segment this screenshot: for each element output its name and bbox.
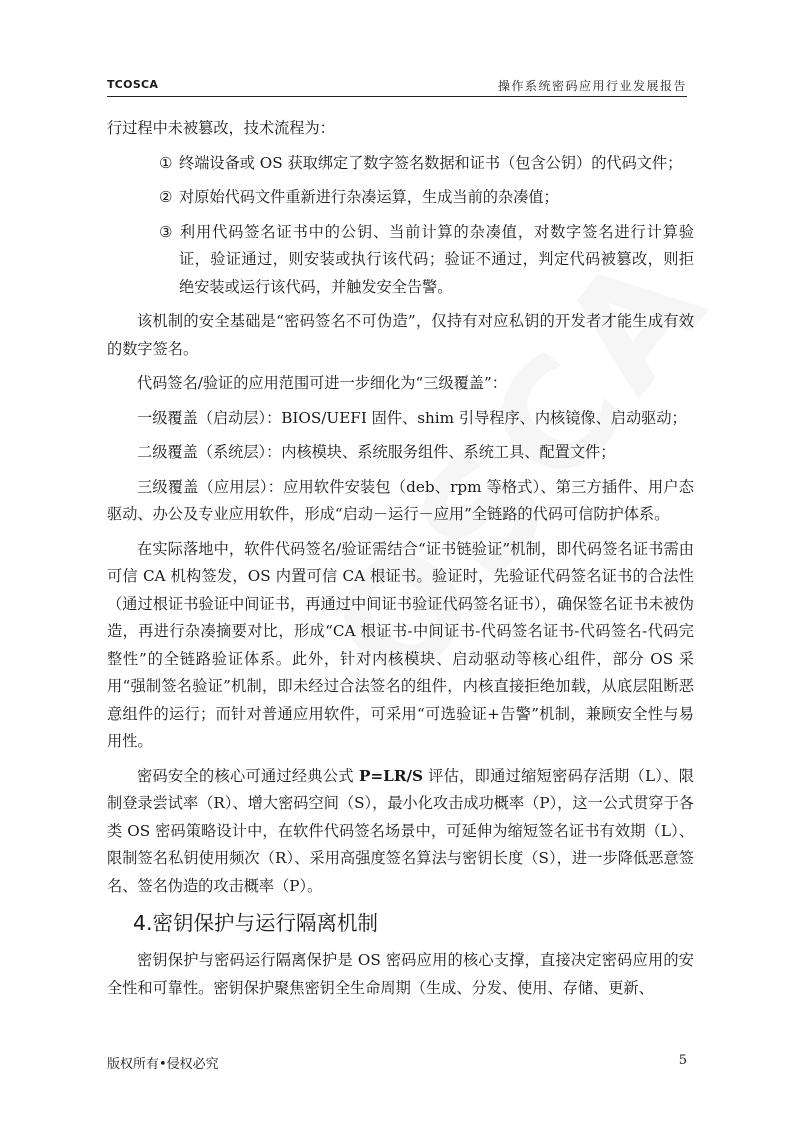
paragraph-level-1: 一级覆盖（启动层）：BIOS/UEFI 固件、shim 引导程序、内核镜像、启动驱动；: [137, 408, 687, 427]
list-item: [107, 219, 694, 302]
paragraph-level-2: 二级覆盖（系统层）：内核模块、系统服务组件、系统工具、配置文件；: [137, 443, 616, 461]
paragraph-level-3: 三级覆盖（应用层）：应用软件安装包（deb、rpm 等格式）、第三方插件、用户态驱动、办公及专业应用软件，形成“启动－运行－应用”全链路的代码可信防护体系。: [107, 477, 694, 523]
list-item-text: 对原始代码文件重新进行杂凑运算，生成当前的杂凑值；: [179, 188, 559, 206]
paragraph-formula: [107, 763, 694, 901]
paragraph-continuation: 行过程中未被篡改，技术流程为：: [107, 119, 335, 137]
formula-trail-text: 评估，即通过缩短密码存活期（L）、限制登录尝试率（R）、增大密码空间（S），最小化攻击成功概率（P），这一公式贯穿于各类 OS 密码策略设计中，在软件代码签名场景中，可延伸为缩短签名证书有效期（L）、限制签名私钥使用频次（R）、采用高强度签名算法与密钥长度（S），进一步降低恶意签名、签名伪造的攻击概率（P）。: [107, 766, 694, 895]
list-item-text: 终端设备或 OS 获取绑定了数字签名数据和证书（包含公钥）的代码文件；: [179, 153, 683, 172]
body-text: [107, 115, 694, 1009]
header-org: TCOSCA: [107, 78, 159, 91]
paragraph-scope-intro: 代码签名/验证的应用范围可进一步细化为“三级覆盖”：: [137, 374, 507, 392]
list-item-text: 利用代码签名证书中的公钥、当前计算的杂凑值，对数字签名进行计算验证，验证通过，则安装或执行该代码；验证不通过，判定代码被篡改，则拒绝安装或运行该代码，并触发安全告警。: [179, 222, 694, 296]
formula: P=LR/S: [359, 766, 423, 785]
header-doc-title: 操作系统密码应用行业发展报告: [497, 79, 687, 93]
paragraph-security-basis: 该机制的安全基础是“密码签名不可伪造”，仅持有对应私钥的开发者才能生成有效的数字签名。: [107, 312, 694, 358]
list-item-number: ②: [159, 188, 173, 206]
paragraph-key-protection: 密钥保护与密码运行隔离保护是 OS 密码应用的核心支撑，直接决定密码应用的安全性和可靠性。密钥保护聚焦密钥全生命周期（生成、分发、使用、存储、更新、: [107, 951, 694, 997]
footer-copyright: 版权所有•侵权必究: [107, 1057, 219, 1072]
list-item: [107, 184, 694, 212]
page-header: [107, 74, 687, 97]
list-item-number: ①: [159, 153, 173, 172]
paragraph-practice: 在实际落地中，软件代码签名/验证需结合“证书链验证”机制，即代码签名证书需由可信 CA 机构签发，OS 内置可信 CA 根证书。验证时，先验证代码签名证书的合法性（通过根证书验证中间证书，再通过中间证书验证代码签名证书），确保签名证书未被伪造，再进行杂凑摘要对比，形成“CA 根证书-中间证书-代码签名证书-代码签名-代码完整性”的全链路验证体系。此外，针对内核模块、启动驱动等核心组件，部分 OS 采用“强制签名验证”机制，即未经过合法签名的组件，内核直接拒绝加载，从底层阻断恶意组件的运行；而针对普通应用软件，可采用“可选验证+告警”机制，兼顾安全性与易用性。: [107, 539, 694, 750]
page-number: 5: [678, 1053, 687, 1068]
list-item-number: ③: [159, 222, 173, 241]
list-item: [107, 150, 694, 178]
section-heading: 4.密钥保护与运行隔离机制: [133, 911, 379, 935]
formula-lead-text: 密码安全的核心可通过经典公式: [137, 766, 360, 785]
